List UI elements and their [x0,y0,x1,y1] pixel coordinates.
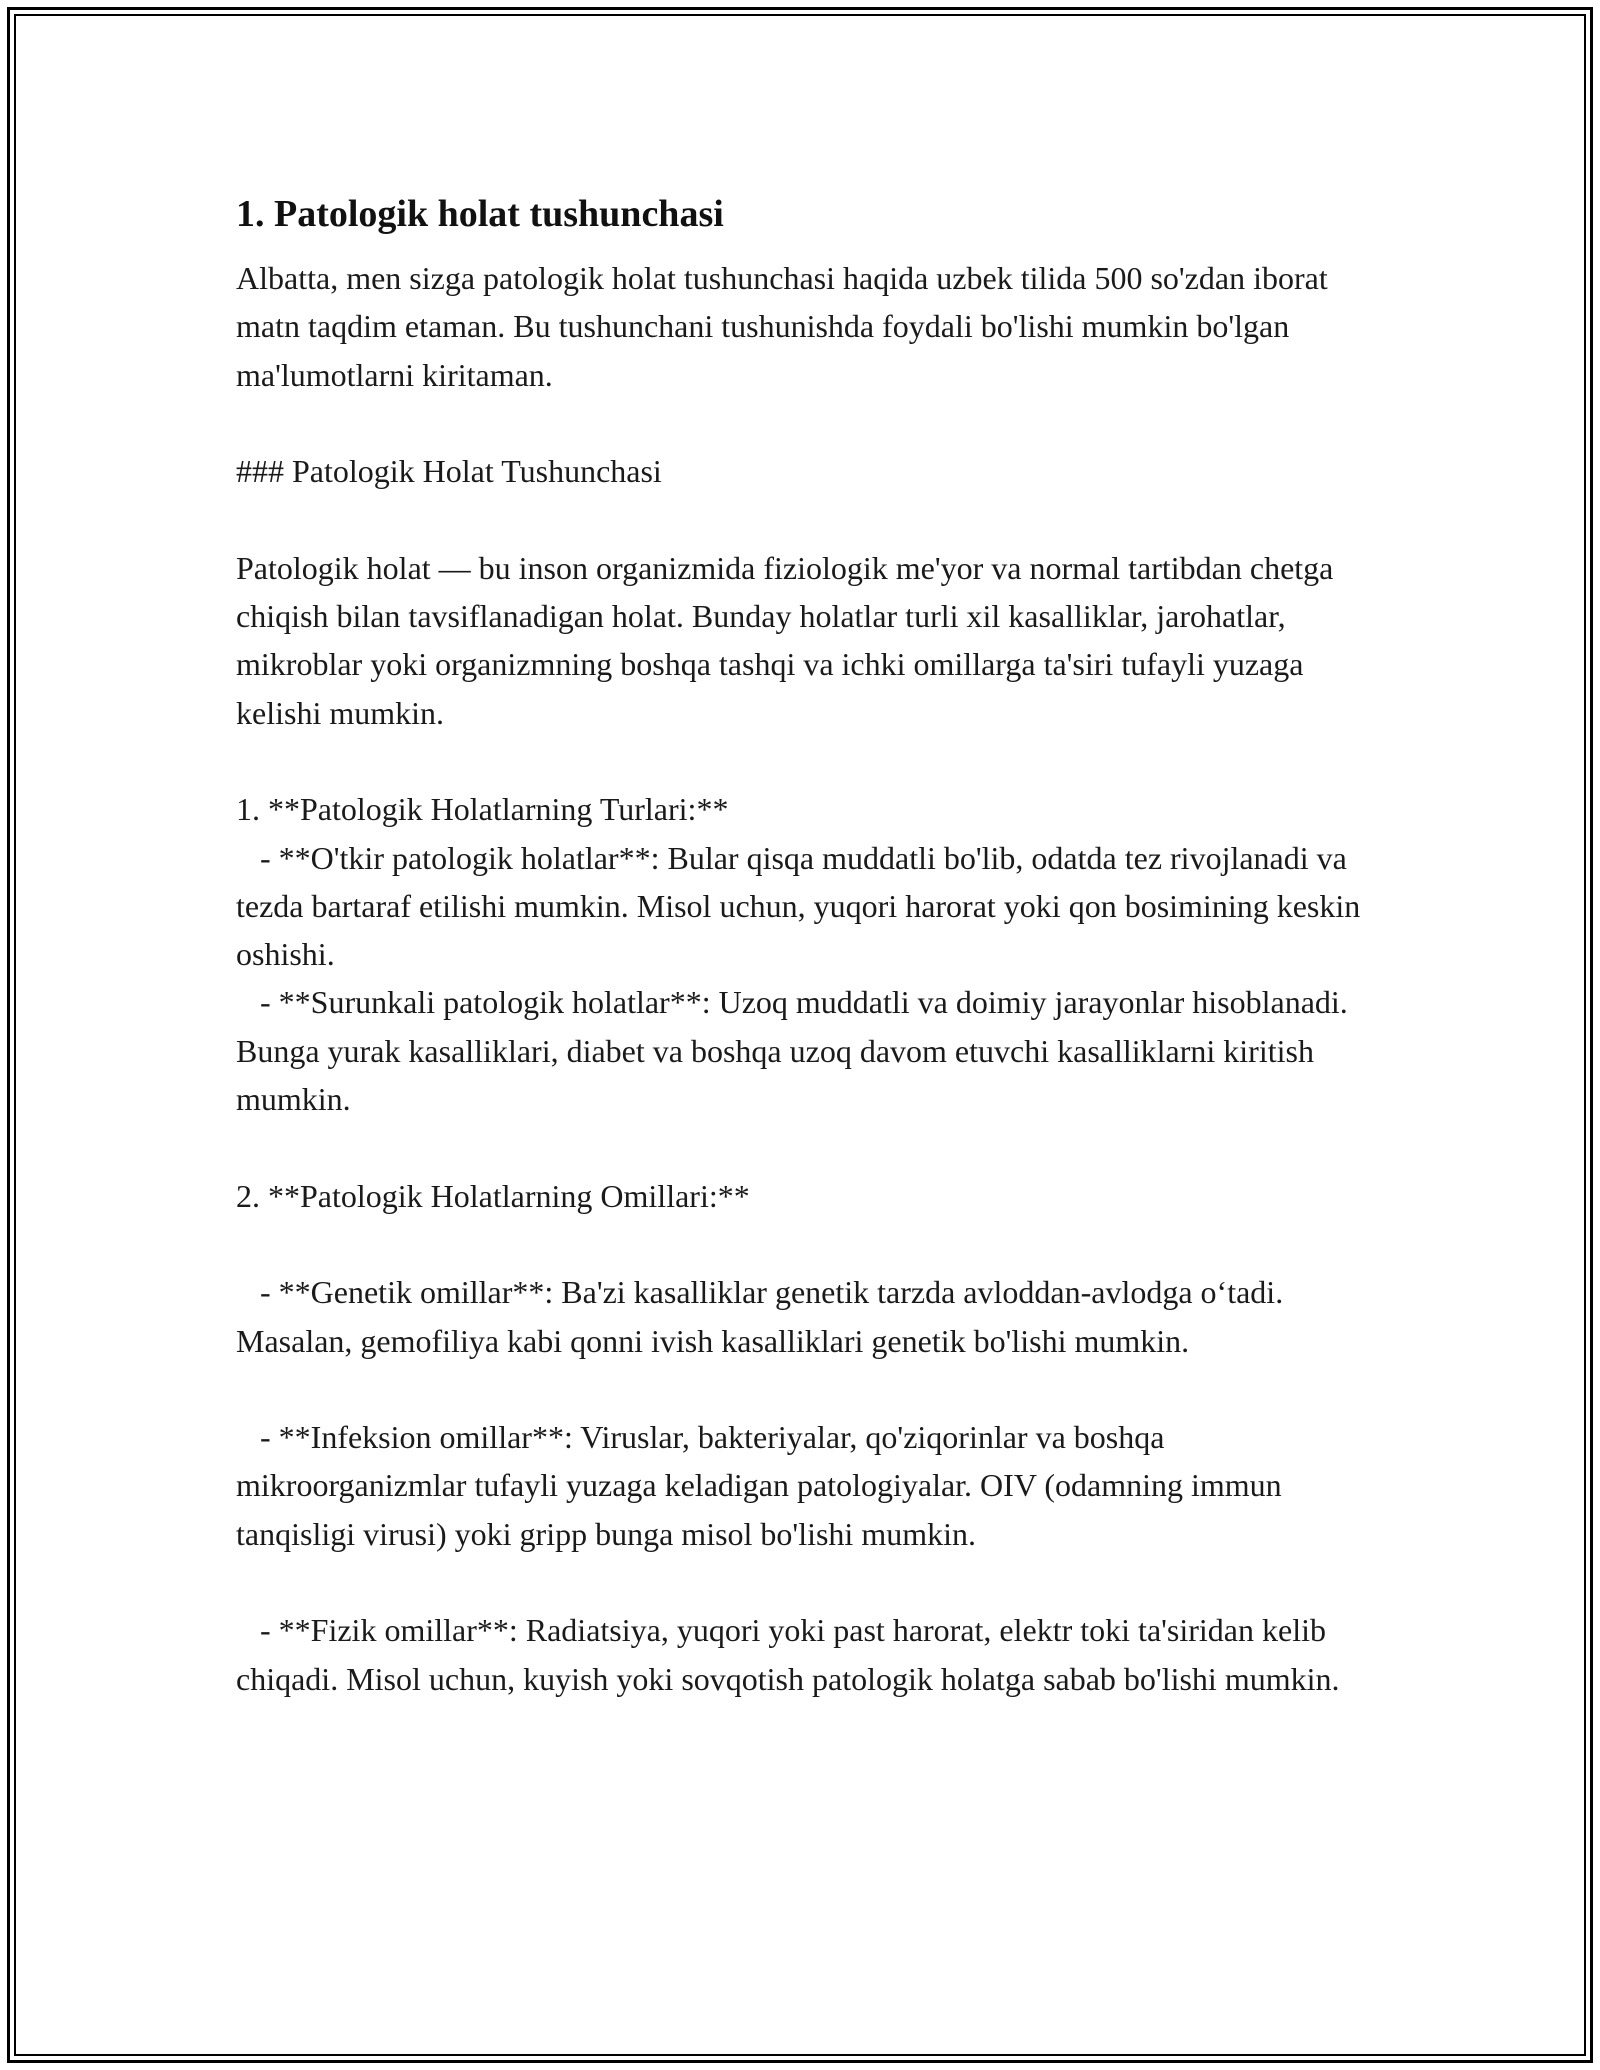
subheading: ### Patologik Holat Tushunchasi [236,453,662,490]
spacer [236,737,1386,785]
intro-paragraph: Albatta, men sizga patologik holat tushunchasi haqida uzbek tilida 500 so'zdan iborat matn taqdim etaman. Bu tushunchani tushunishda foydali bo'lishi mumkin bo'lgan ma'lumotlarni kiritaman. [236,260,1336,393]
section-1-heading: 1. **Patologik Holatlarning Turlari:** [236,791,729,828]
document-body [236,186,1386,1703]
document-title: 1. Patologik holat tushunchasi [236,193,724,235]
spacer [236,399,1386,447]
spacer [236,1123,1386,1171]
list-item-physical: - **Fizik omillar**: Radiatsiya, yuqori yoki past harorat, elektr toki ta'siridan kelib chiqadi. Misol uchun, kuyish yoki sovqotish patologik holatga sabab bo'lishi mumkin. [236,1612,1340,1697]
spacer [236,1365,1386,1413]
list-item-infectious: - **Infeksion omillar**: Viruslar, bakteriyalar, qo'ziqorinlar va boshqa mikroorganizmlar tufayli yuzaga keladigan patologiyalar. OIV (odamning immun tanqisligi virusi) yoki gripp bunga misol bo'lishi mumkin. [236,1419,1290,1552]
spacer [236,495,1386,543]
list-item-genetic: - **Genetik omillar**: Ba'zi kasalliklar genetik tarzda avloddan-avlodga o‘tadi. Masalan, gemofiliya kabi qonni ivish kasalliklari genetik bo'lishi mumkin. [236,1274,1292,1359]
section-2-heading: 2. **Patologik Holatlarning Omillari:** [236,1177,750,1214]
spacer [236,1220,1386,1268]
list-item-acute: - **O'tkir patologik holatlar**: Bular qisqa muddatli bo'lib, odatda tez rivojlanadi va tezda bartaraf etilishi mumkin. Misol uchun, yuqori harorat yoki qon bosimining keskin oshishi. [236,839,1369,973]
spacer [236,1558,1386,1606]
definition-paragraph: Patologik holat — bu inson organizmida fiziologik me'yor va normal tartibdan chetga chiqish bilan tavsiflanadigan holat. Bunday holatlar turli xil kasalliklar, jarohatlar, mikroblar yoki organizmning boshqa tashqi va ichki omillarga ta'siri tufayli yuzaga kelishi mumkin. [236,549,1342,731]
list-item-chronic: - **Surunkali patologik holatlar**: Uzoq muddatli va doimiy jarayonlar hisoblanadi. Bunga yurak kasalliklari, diabet va boshqa uzoq davom etuvchi kasalliklarni kiritish mumkin. [236,984,1356,1118]
